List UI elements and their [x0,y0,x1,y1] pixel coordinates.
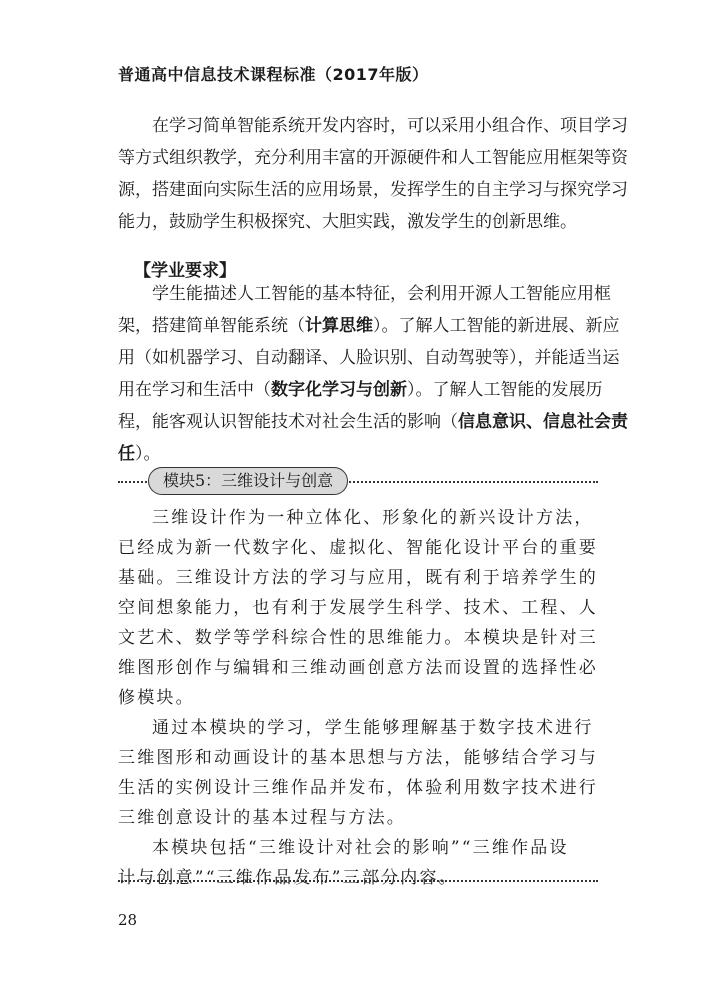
text-line: 基础。三维设计方法的学习与应用，既有利于培养学生的 [118,568,598,588]
text-line: 修模块。 [118,688,195,708]
text-line: 学生能描述人工智能的基本特征，会利用开源人工智能应用框 [152,284,611,304]
module-paragraph-1 [118,503,598,713]
text-line: 生活的实例设计三维作品并发布，体验利用数字技术进行 [118,778,598,798]
text-run: 架，搭建简单智能系统（ [118,316,305,336]
text-run: ）。了解人工智能的发展历 [407,380,603,400]
text-line [118,310,620,342]
text-line: 用（如机器学习、自动翻译、人脸识别、自动驾驶等），并能适当运 [118,348,620,368]
module-paragraph-3 [118,833,598,893]
page-number: 28 [118,911,138,929]
module-bottom-rule [118,880,598,882]
module-paragraph-2 [118,713,598,833]
text-line [118,374,603,406]
module-tab: 模块5：三维设计与创意 [148,467,348,495]
competency-digital-learning: 数字化学习与创新 [271,380,407,400]
text-line: 三维图形和动画设计的基本思想与方法，能够结合学习与 [118,748,598,768]
text-line: 通过本模块的学习，学生能够理解基于数字技术进行 [152,718,594,738]
requirements-heading: 【学业要求】 [134,261,236,281]
text-run: ）。 [135,444,161,464]
text-line: 源，搭建面向实际生活的应用场景，发挥学生的自主学习与探究学习 [118,180,628,200]
competency-information-awareness-cont: 任 [118,444,135,464]
text-run: 程，能客观认识智能技术对社会生活的影响（ [118,412,458,432]
text-line: 计与创意”“三维作品发布”三部分内容。 [118,868,458,888]
text-line: 本模块包括“三维设计对社会的影响”“三维作品设 [152,838,569,858]
text-line: 在学习简单智能系统开发内容时，可以采用小组合作、项目学习 [152,116,628,136]
text-line: 三维设计作为一种立体化、形象化的新兴设计方法， [152,508,594,528]
text-line: 文艺术、数学等学科综合性的思维能力。本模块是针对三 [118,628,598,648]
competency-information-awareness: 信息意识、信息社会责 [458,412,628,432]
text-run: 用在学习和生活中（ [118,380,271,400]
text-line: 能力，鼓励学生积极探究、大胆实践，激发学生的创新思维。 [118,212,577,232]
competency-computational-thinking: 计算思维 [305,316,373,336]
text-run: ）。了解人工智能的新进展、新应 [373,316,620,336]
text-line: 空间想象能力，也有利于发展学生科学、技术、工程、人 [118,598,598,618]
text-line: 等方式组织教学，充分利用丰富的开源硬件和人工智能应用框架等资 [118,148,628,168]
text-line: 三维创意设计的基本过程与方法。 [118,808,406,828]
text-line [118,438,598,470]
running-head-title: 普通高中信息技术课程标准（2017年版） [118,65,429,84]
text-line: 已经成为新一代数字化、虚拟化、智能化设计平台的重要 [118,538,598,558]
text-line: 维图形创作与编辑和三维动画创意方法而设置的选择性必 [118,658,598,678]
teaching-paragraph [118,110,628,238]
text-line [118,406,628,438]
requirements-paragraph [118,278,628,470]
